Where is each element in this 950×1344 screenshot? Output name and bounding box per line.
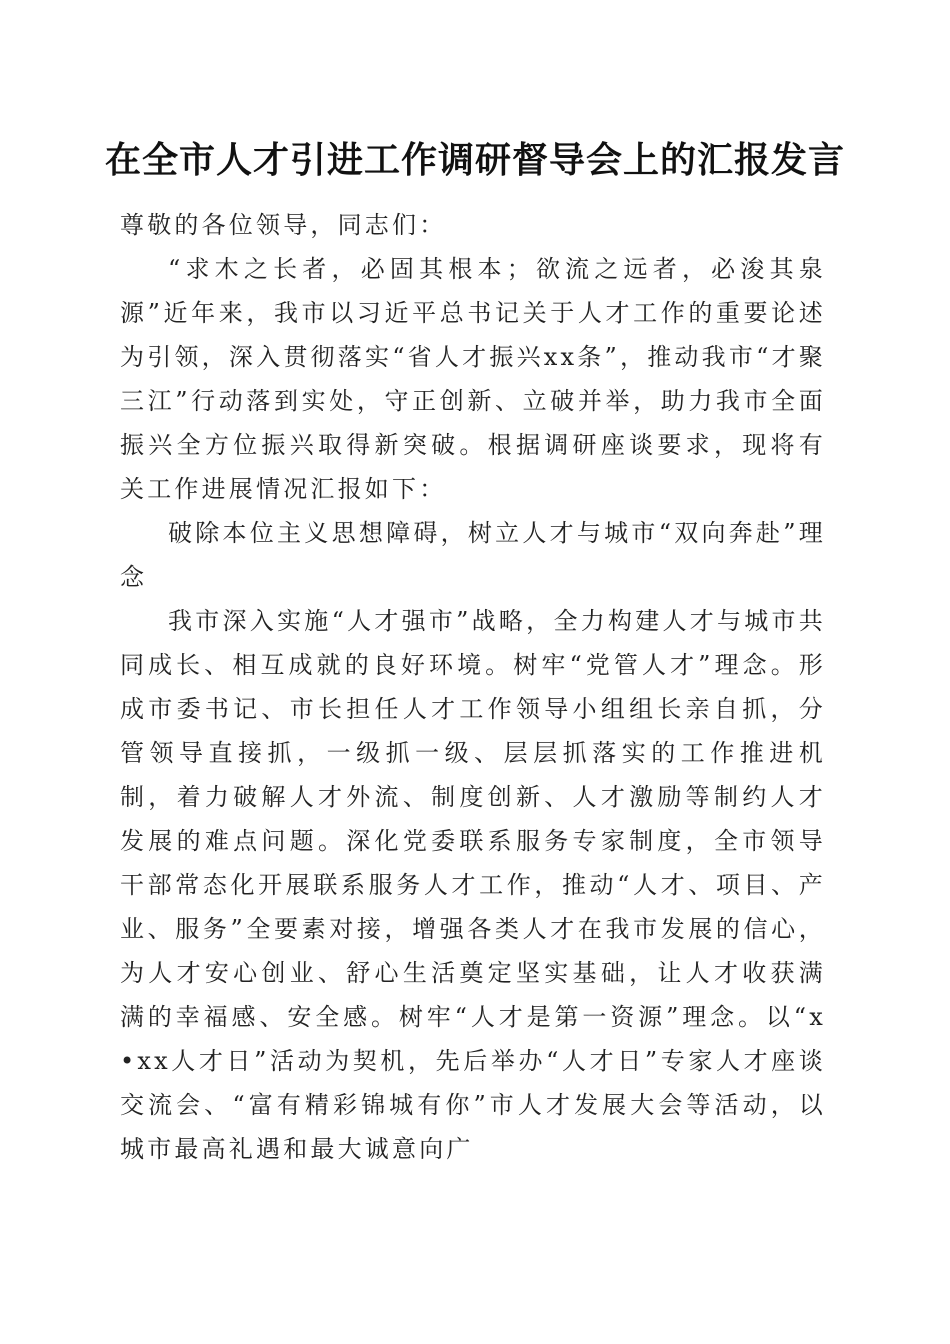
salutation: 尊敬的各位领导，同志们： bbox=[120, 211, 447, 239]
paragraph-intro: “求木之长者，必固其根本；欲流之远者，必浚其泉源”近年来，我市以习近平总书记关于人才工作的重要论述为引领，深入贯彻落实“省人才振兴xx条”，推动我市“才聚三江”行动落到实处，守正创新、立破并举，助力我市全面振兴全方位振兴取得新突破。根据调研座谈要求，现将有关工作进展情况汇报如下： bbox=[120, 255, 826, 503]
document-title: 在全市人才引进工作调研督导会上的汇报发言 bbox=[104, 139, 845, 181]
section-heading: 破除本位主义思想障碍，树立人才与城市“双向奔赴”理念 bbox=[120, 519, 826, 591]
document-body bbox=[120, 203, 826, 1171]
paragraph-body: 我市深入实施“人才强市”战略，全力构建人才与城市共同成长、相互成就的良好环境。树牢“党管人才”理念。形成市委书记、市长担任人才工作领导小组组长亲自抓，分管领导直接抓，一级抓一级、层层抓落实的工作推进机制，着力破解人才外流、制度创新、人才激励等制约人才发展的难点问题。深化党委联系服务专家制度，全市领导干部常态化开展联系服务人才工作，推动“人才、项目、产业、服务”全要素对接，增强各类人才在我市发展的信心，为人才安心创业、舒心生活奠定坚实基础，让人才收获满满的幸福感、安全感。树牢“人才是第一资源”理念。以“x•xx人才日”活动为契机，先后举办“人才日”专家人才座谈交流会、“富有精彩锦城有你”市人才发展大会等活动，以城市最高礼遇和最大诚意向广 bbox=[120, 607, 826, 1163]
